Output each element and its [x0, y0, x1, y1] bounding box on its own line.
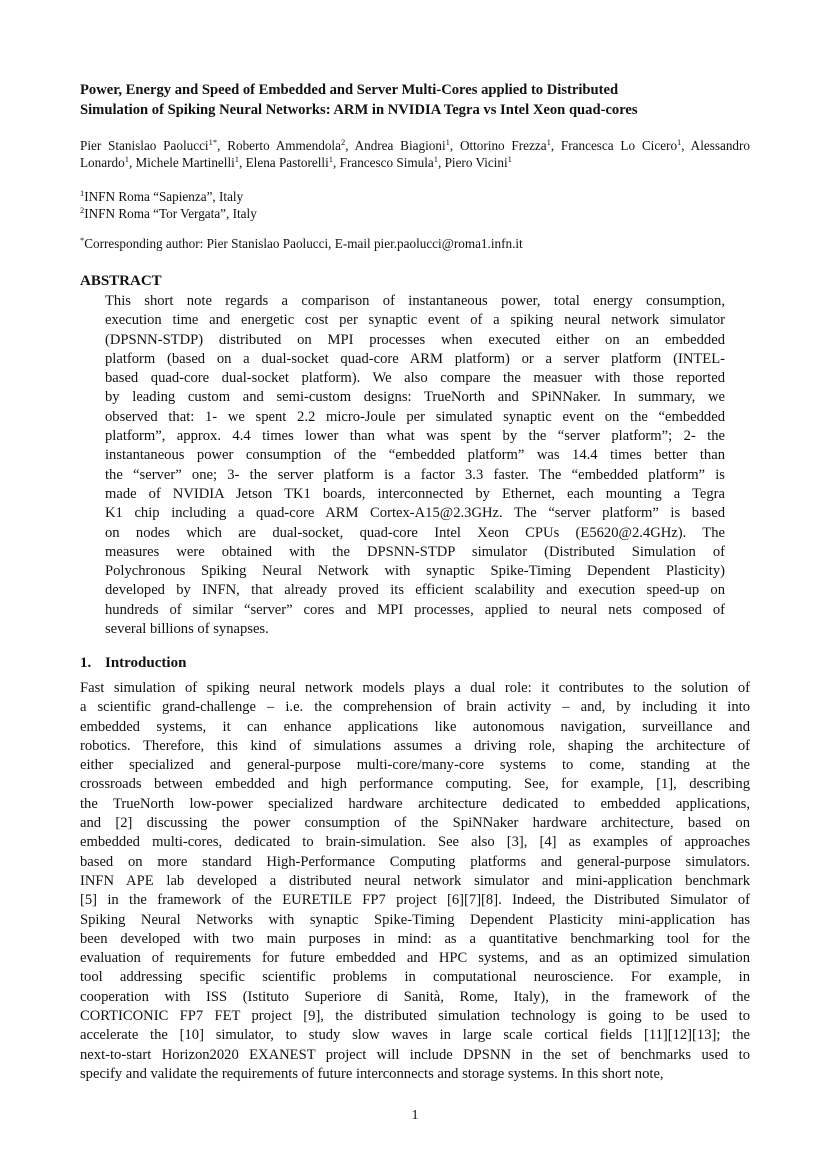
- author-name: Roberto Ammendola: [227, 138, 341, 153]
- title-line: Power, Energy and Speed of Embedded and Server Multi-Cores applied to Distributed: [80, 82, 619, 98]
- text-line: made of NVIDIA Jetson TK1 boards, interconnected by Ethernet, each mounting a Tegra: [105, 485, 725, 502]
- text-line: several billions of synapses.: [105, 621, 269, 638]
- text-line: (DPSNN-STDP) distributed on MPI processes when executed either on an embedded: [105, 331, 725, 348]
- text-line: next-to-start Horizon2020 EXANEST project will include DPSNN in the set of benchmarks used to: [80, 1046, 750, 1063]
- text-line: Spiking Neural Networks with synaptic Spike-Timing Dependent Plasticity mini-application has: [80, 911, 750, 928]
- text-line: Fast simulation of spiking neural network models plays a dual role: it contributes to the solution of: [80, 680, 750, 696]
- text-line: developed by INFN, that already proved its efficient scalability and execution speed-up on: [105, 582, 725, 599]
- author-name: Francesca Lo Cicero: [560, 138, 678, 153]
- text-line: been developed with two main purposes in mind: as a quantitative benchmarking tool for the: [80, 930, 750, 947]
- author-list: Pier Stanislao Paolucci$^{1*}$, Roberto Ammendola$^2$, Andrea Biagioni$^1$, Ottorino Frezza$^1$, Francesca Lo Cicero$^1$, Alessandro Lonardo$^1$, Michele Martinelli$^1$, Elena Pastorelli$^1$, Francesco Simula$^1$, Piero Vicini$^1$: [80, 137, 751, 171]
- text-line: Polychronous Spiking Neural Network with synaptic Spike-Timing Dependent Plasticity): [105, 563, 725, 580]
- text-line: on nodes which are dual-socket, quad-core Intel Xeon CPUs (E5620@2.4GHz). The: [105, 524, 725, 541]
- text-line: embedded systems, it can enhance applications like autonomous navigation, surveillance and: [80, 718, 750, 735]
- text-line: instantaneous power consumption of the “embedded platform” was 14.4 times better than: [105, 447, 725, 464]
- text-line: platform (based on a dual-socket quad-core ARM platform) or a server platform (INTEL-: [105, 350, 725, 367]
- author-name: Ottorino Frezza: [459, 138, 547, 153]
- text-line: specify and validate the requirements of future interconnects and storage systems. In this short note,: [80, 1065, 664, 1082]
- text-line: observed that: 1- we spent 2.2 micro-Joule per simulated synaptic event on the “embedded: [105, 408, 725, 425]
- section-heading: [80, 655, 186, 672]
- introduction-body: [80, 679, 750, 1084]
- text-line: the TrueNorth low-power specialized hardware architecture dedicated to embedded applications,: [80, 795, 750, 812]
- affiliation: $^2$INFN Roma “Tor Vergata”, Italy: [80, 205, 257, 221]
- abstract-heading: ABSTRACT: [80, 273, 162, 289]
- text-line: platform”, approx. 4.4 times lower than what was spent by the “server platform”; 2- the: [105, 428, 725, 445]
- text-line: This short note regards a comparison of instantaneous power, total energy consumption,: [105, 293, 725, 309]
- text-line: and [2] discussing the power consumption of the SpiNNaker hardware architecture, based on: [80, 815, 750, 832]
- corresponding-author: *Corresponding author: Pier Stanislao Paolucci, E-mail pier.paolucci@roma1.infn.it: [80, 235, 523, 251]
- text-line: robotics. Therefore, this kind of simulations assumes a driving role, shaping the architecture of: [80, 737, 750, 754]
- text-line: tool addressing specific scientific problems in computational neuroscience. For example, in: [80, 969, 750, 986]
- author-name: Elena Pastorelli: [245, 155, 329, 171]
- text-line: accelerate the [10] simulator, to study slow waves in large scale cortical fields [11][12][13]; the: [80, 1027, 750, 1044]
- affiliation: $^1$INFN Roma “Sapienza”, Italy: [80, 188, 244, 204]
- text-line: crossroads between embedded and high performance computing. See, for example, [1], describing: [80, 776, 750, 793]
- text-line: [5] in the framework of the EURETILE FP7 project [6][7][8]. Indeed, the Distributed Simulator of: [80, 892, 750, 909]
- text-line: K1 chip including a quad-core ARM Cortex-A15@2.3GHz. The “server platform” is based: [105, 505, 725, 522]
- text-line: a scientific grand-challenge – i.e. the comprehension of brain activity – and, by including it into: [80, 699, 750, 716]
- author-name: Alessandro Lonardo: [80, 138, 751, 171]
- abstract-body: [105, 292, 725, 639]
- text-line: by leading custom and semi-custom designs: TrueNorth and SPiNNaker. In summary, we: [105, 389, 725, 406]
- text-line: CORTICONIC FP7 FET project [9], the distributed simulation technology is going to be used to: [80, 1008, 750, 1025]
- text-line: execution time and energetic cost per synaptic event of a spiking neural network simulator: [105, 312, 725, 329]
- text-line: embedded multi-cores, dedicated to brain-simulation. See also [3], [4] as examples of approaches: [80, 834, 750, 851]
- page-number: 1: [411, 1108, 419, 1123]
- text-line: the “server” one; 3- the server platform is a factor 3.3 faster. The “embedded platform” is: [105, 466, 725, 483]
- text-line: either specialized and general-purpose multi-core/many-core systems to come, standing at the: [80, 757, 750, 774]
- text-line: based on more standard High-Performance Computing platforms and general-purpose simulators.: [80, 853, 750, 870]
- text-line: measures were obtained with the DPSNN-STDP simulator (Distributed Simulation of: [105, 543, 725, 560]
- paper-title: [80, 81, 750, 120]
- section-number: 1.: [80, 655, 92, 671]
- author-name: Francesco Simula: [339, 155, 434, 171]
- author-name: Michele Martinelli: [135, 155, 235, 171]
- text-line: based quad-core dual-socket platform). We also compare the measuer with those reported: [105, 370, 725, 387]
- author-name: Andrea Biagioni: [354, 138, 446, 153]
- text-line: hundreds of similar “server” cores and MPI processes, applied to neural nets composed of: [105, 601, 725, 618]
- text-line: cooperation with ISS (Istituto Superiore di Sanità, Rome, Italy), in the framework of the: [80, 988, 750, 1005]
- text-line: evaluation of requirements for future embedded and HPC systems, and as an optimized simulation: [80, 950, 750, 967]
- text-line: INFN APE lab developed a distributed neural network simulator and mini-application benchmark: [80, 872, 750, 889]
- section-title: Introduction: [105, 655, 187, 671]
- title-line: Simulation of Spiking Neural Networks: ARM in NVIDIA Tegra vs Intel Xeon quad-cores: [80, 101, 638, 118]
- author-name: Pier Stanislao Paolucci: [80, 138, 209, 153]
- author-name: Piero Vicini: [444, 155, 508, 171]
